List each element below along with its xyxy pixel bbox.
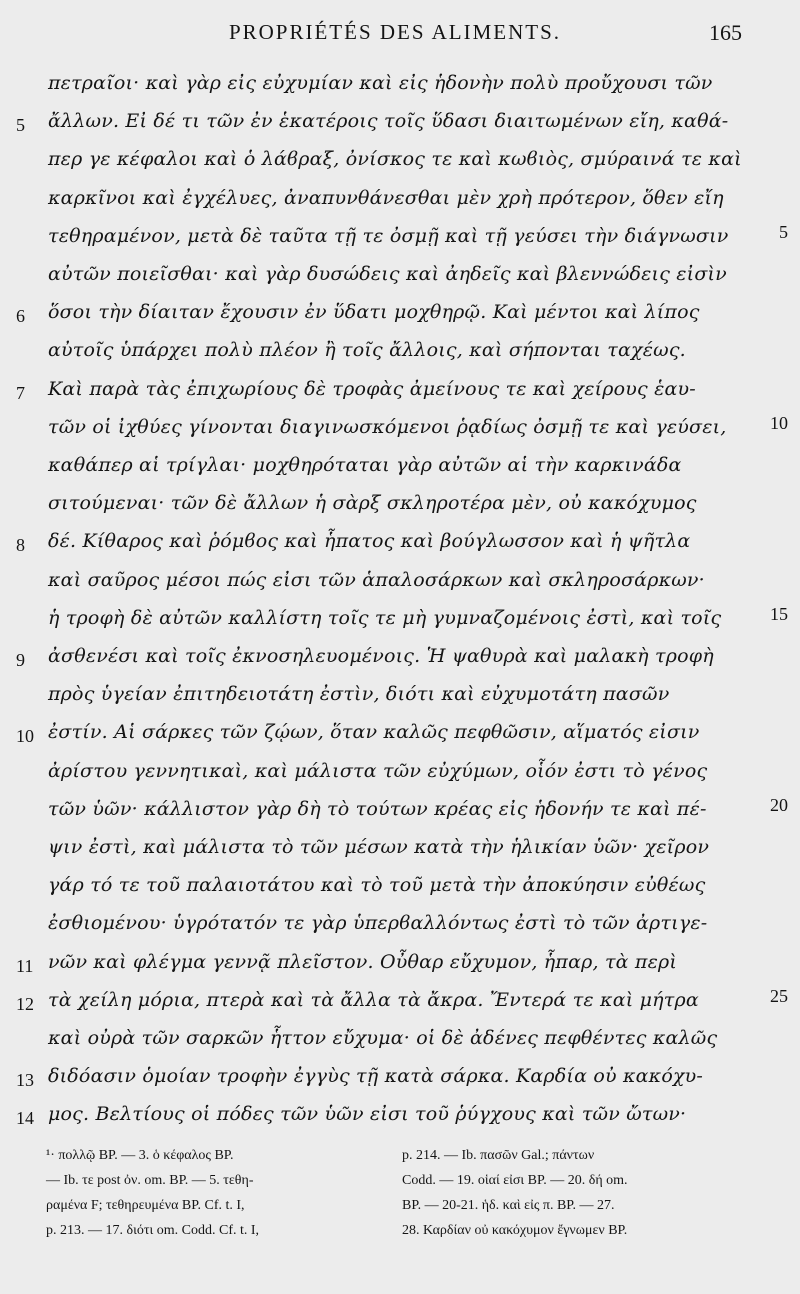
text-line bbox=[0, 69, 800, 109]
line-text: τῶν οἱ ἰχθύες γίνονται διαγινωσκόμενοι ῥᾳδίως ὀσμῇ τε καὶ γεύσει, bbox=[48, 415, 727, 438]
line-text: περ γε κέφαλοι καὶ ὁ λάϐραξ, ὀνίσκος τε καὶ κωϐιὸς, σμύραινά τε καὶ bbox=[48, 148, 742, 171]
line-text: σιτούμεναι· τῶν δὲ ἄλλων ἡ σὰρξ σκληροτέρα μὲν, οὐ κακόχυμος bbox=[48, 492, 697, 515]
line-text: πρὸς ὑγείαν ἐπιτηδειοτάτη ἐστὶν, διότι καὶ εὐχυμοτάτη πασῶν bbox=[48, 683, 670, 706]
page-header bbox=[0, 18, 800, 54]
line-text: διδόασιν ὁμοίαν τροφὴν ἐγγὺς τῇ κατὰ σάρκα. Καρδία οὐ κακόχυ- bbox=[48, 1065, 704, 1088]
section-number: 11 bbox=[16, 955, 34, 976]
line-text: ἐστίν. Αἱ σάρκες τῶν ζῴων, ὅταν καλῶς πεφθῶσιν, αἵματός εἰσιν bbox=[48, 721, 700, 744]
text-line bbox=[0, 718, 800, 758]
section-number: 6 bbox=[16, 306, 25, 327]
line-text: καὶ σαῦρος μέσοι πώς εἰσι τῶν ἁπαλοσάρκων καὶ σκληροσάρκων· bbox=[48, 568, 705, 591]
line-text: γάρ τό τε τοῦ παλαιοτάτου καὶ τὸ τοῦ μετὰ τὴν ἀποκύησιν εὐθέως bbox=[48, 874, 706, 897]
line-text: τεθηραμένον, μετὰ δὲ ταῦτα τῇ τε ὀσμῇ καὶ τῇ γεύσει τὴν διάγνωσιν bbox=[48, 224, 729, 247]
section-number: 10 bbox=[16, 726, 34, 747]
text-line bbox=[0, 604, 800, 644]
text-line bbox=[0, 413, 800, 453]
line-text: ἀσθενέσι καὶ τοῖς ἐκνοσηλευομένοις. Ἡ ψαθυρὰ καὶ μαλακὴ τροφὴ bbox=[48, 645, 714, 667]
line-text: αὐτῶν ποιεῖσθαι· καὶ γὰρ δυσώδεις καὶ ἀηδεῖς καὶ βλεννώδεις εἰσὶν bbox=[48, 263, 727, 285]
section-number: 9 bbox=[16, 650, 25, 670]
text-line bbox=[0, 642, 800, 682]
line-count-marker: 10 bbox=[770, 412, 788, 433]
page-number: 165 bbox=[709, 20, 742, 45]
text-line bbox=[0, 527, 800, 567]
line-text: τὰ χείλη μόρια, πτερὰ καὶ τὰ ἄλλα τὰ ἄκρα. Ἔντερά τε καὶ μήτρα bbox=[48, 988, 699, 1011]
footnotes bbox=[46, 1146, 786, 1276]
line-text: Καὶ παρὰ τὰς ἐπιχωρίους δὲ τροφὰς ἀμείνους τε καὶ χείρους ἑαυ- bbox=[48, 377, 696, 400]
section-number: 5 bbox=[16, 115, 25, 136]
section-number: 8 bbox=[16, 535, 25, 556]
line-count-marker: 20 bbox=[770, 794, 788, 815]
text-line bbox=[0, 1100, 800, 1140]
running-title: PROPRIÉTÉS DES ALIMENTS. bbox=[228, 20, 562, 44]
line-text: ἀρίστου γεννητικαὶ, καὶ μάλιστα τῶν εὐχύμων, οἷόν ἐστι τὸ γένος bbox=[48, 759, 708, 782]
footnote-left: ¹· πολλῷ BP. — 3. ὁ κέφαλος BP. bbox=[46, 1148, 234, 1163]
line-text: καθάπερ αἱ τρίγλαι· μοχθηρόταται γὰρ αὐτῶν αἱ τὴν καρκινάδα bbox=[48, 454, 682, 476]
text-line bbox=[0, 298, 800, 338]
text-line bbox=[0, 566, 800, 606]
footnote-left: ραμένα F; τεθηρευμένα BP. Cf. t. I, bbox=[46, 1198, 245, 1213]
footnote-line bbox=[46, 1171, 786, 1196]
text-line bbox=[0, 680, 800, 720]
text-line bbox=[0, 1062, 800, 1102]
section-number: 13 bbox=[16, 1070, 34, 1091]
text-line bbox=[0, 451, 800, 491]
footnote-right: 28. Καρδίαν οὐ κακόχυμον ἔγνωμεν BP. bbox=[402, 1223, 628, 1238]
footnote-right: Codd. — 19. οἱαί εἰσι BP. — 20. δή om. bbox=[402, 1173, 628, 1188]
footnote-left: — Ib. τε post ὀν. om. BP. — 5. τεθη- bbox=[46, 1173, 254, 1188]
line-text: καὶ οὐρὰ τῶν σαρκῶν ἧττον εὔχυμα· οἱ δὲ ἀδένες πεφθέντες καλῶς bbox=[48, 1027, 718, 1049]
text-line bbox=[0, 871, 800, 911]
line-text: νῶν καὶ φλέγμα γεννᾷ πλεῖστον. Οὖθαρ εὔχυμον, ἧπαρ, τὰ περὶ bbox=[48, 950, 678, 973]
text-line bbox=[0, 222, 800, 262]
footnote-left: p. 213. — 17. διότι om. Codd. Cf. t. I, bbox=[46, 1223, 260, 1238]
footnote-line bbox=[46, 1146, 786, 1171]
text-line bbox=[0, 795, 800, 835]
text-line bbox=[0, 909, 800, 949]
line-text: ἄλλων. Εἰ δέ τι τῶν ἐν ἑκατέροις τοῖς ὕδασι διαιτωμένων εἴη, καθά- bbox=[48, 110, 729, 133]
text-line bbox=[0, 833, 800, 873]
text-body bbox=[0, 69, 800, 1129]
text-line bbox=[0, 107, 800, 147]
text-line bbox=[0, 184, 800, 224]
footnote-right: p. 214. — Ib. πασῶν Gal.; πάντων bbox=[402, 1148, 595, 1163]
line-text: πετραῖοι· καὶ γὰρ εἰς εὐχυμίαν καὶ εἰς ἡδονὴν πολὺ προὔχουσι τῶν bbox=[48, 72, 713, 94]
line-text: μος. Βελτίους οἱ πόδες τῶν ὑῶν εἰσι τοῦ ῥύγχους καὶ τῶν ὤτων· bbox=[48, 1103, 687, 1126]
text-line bbox=[0, 986, 800, 1026]
text-line bbox=[0, 145, 800, 185]
text-line bbox=[0, 336, 800, 376]
footnote-line bbox=[46, 1221, 786, 1246]
line-text: καρκῖνοι καὶ ἐγχέλυες, ἀναπυνθάνεσθαι μὲν χρὴ πρότερον, ὅθεν εἴη bbox=[48, 186, 724, 209]
section-number: 12 bbox=[16, 993, 34, 1014]
text-line bbox=[0, 948, 800, 988]
line-text: ἡ τροφὴ δὲ αὐτῶν καλλίστη τοῖς τε μὴ γυμναζομένοις ἐστὶ, καὶ τοῖς bbox=[48, 606, 722, 629]
footnote-right: BP. — 20-21. ἡδ. καὶ εἰς π. BP. — 27. bbox=[402, 1198, 615, 1213]
section-number: 7 bbox=[16, 382, 25, 403]
text-line bbox=[0, 375, 800, 415]
text-line bbox=[0, 489, 800, 529]
line-text: ἐσθιομένου· ὑγρότατόν τε γὰρ ὑπερϐαλλόντως ἐστὶ τὸ τῶν ἀρτιγε- bbox=[48, 912, 708, 935]
line-count-marker: 15 bbox=[770, 603, 788, 624]
line-text: ψιν ἐστὶ, καὶ μάλιστα τὸ τῶν μέσων κατὰ τὴν ἡλικίαν ὑῶν· χεῖρον bbox=[48, 836, 710, 858]
line-text: ὅσοι τὴν δίαιταν ἔχουσιν ἐν ὕδατι μοχθηρῷ. Καὶ μέντοι καὶ λίπος bbox=[48, 301, 700, 324]
line-text: δέ. Κίθαρος καὶ ῥόμϐος καὶ ἧπατος καὶ βούγλωσσον καὶ ἡ ψῆτλα bbox=[48, 530, 691, 553]
line-text: τῶν ὑῶν· κάλλιστον γὰρ δὴ τὸ τούτων κρέας εἰς ἡδονήν τε καὶ πέ- bbox=[48, 797, 707, 820]
text-line bbox=[0, 757, 800, 797]
section-number: 14 bbox=[16, 1108, 34, 1129]
line-text: αὐτοῖς ὑπάρχει πολὺ πλέον ἢ τοῖς ἄλλοις, καὶ σήπονται ταχέως. bbox=[48, 339, 686, 362]
line-count-marker: 25 bbox=[770, 985, 788, 1006]
footnote-line bbox=[46, 1196, 786, 1221]
text-line bbox=[0, 260, 800, 300]
text-line bbox=[0, 1024, 800, 1064]
line-count-marker: 5 bbox=[779, 221, 788, 242]
